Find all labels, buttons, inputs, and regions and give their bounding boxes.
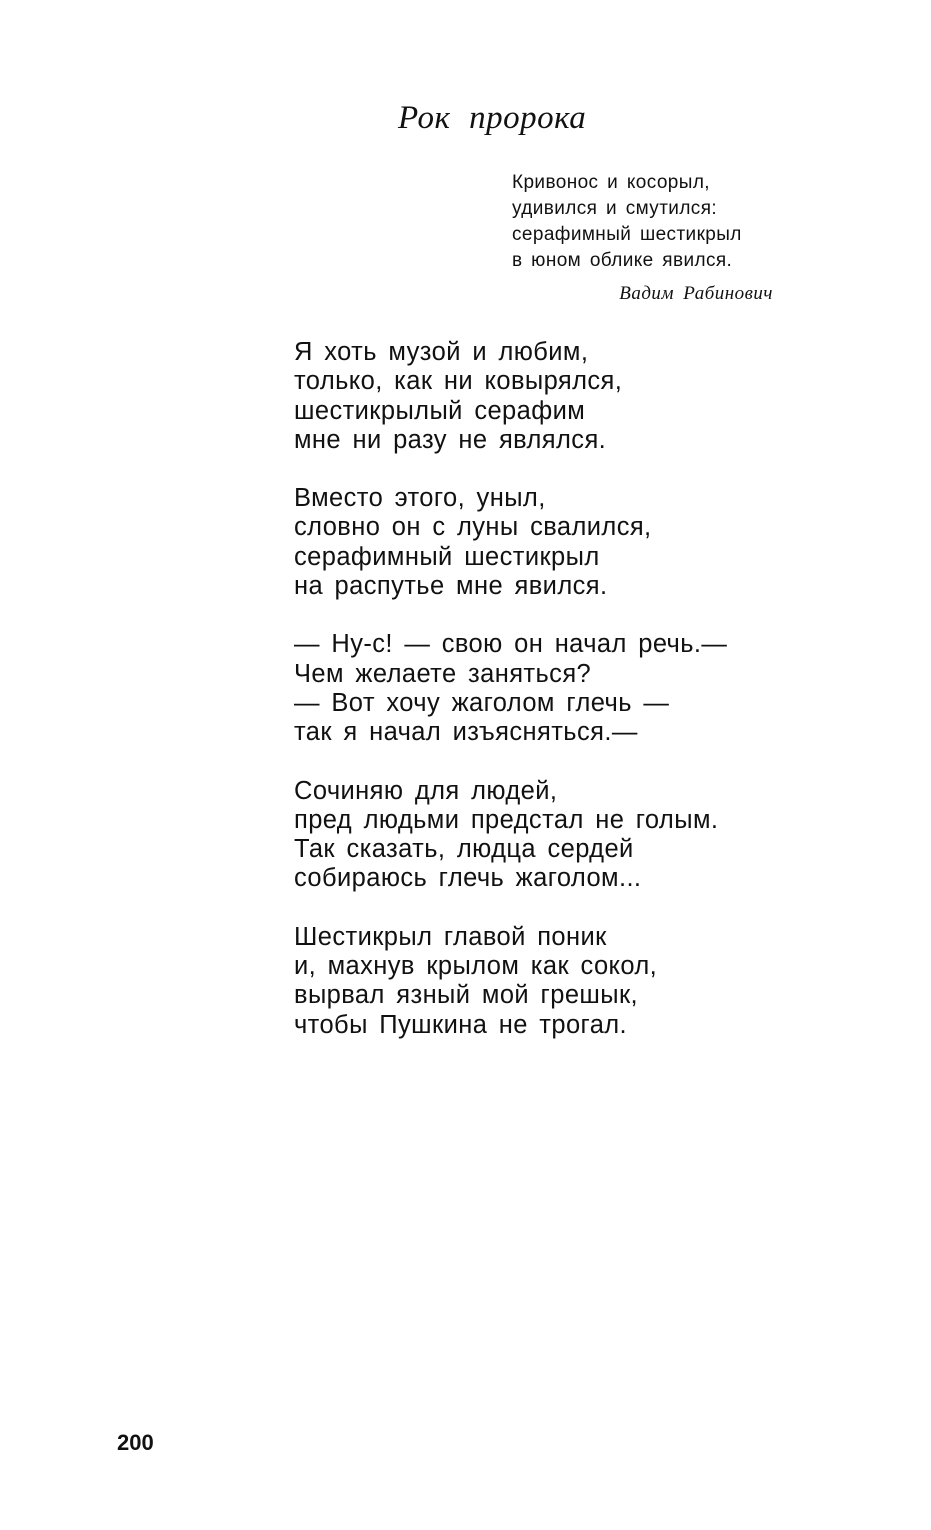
poem-line: словно он с луны свалился, [294, 513, 652, 542]
poem-line: Шестикрыл главой поник [294, 922, 607, 951]
epigraph-line: в юном облике явился. [512, 250, 733, 271]
poem-line: Чем желаете заняться? [294, 659, 592, 688]
poem-line: — Ну-с! — свою он начал речь.— [294, 630, 728, 659]
epigraph-line: серафимный шестикрыл [512, 224, 742, 245]
poem-line: шестикрылый серафим [294, 396, 586, 425]
poem-line: пред людьми предстал не голым. [294, 805, 719, 834]
epigraph-line: Кривонос и косорыл, [512, 172, 710, 193]
poem-line: — Вот хочу жаголом глечь — [294, 688, 670, 717]
stanza [294, 338, 727, 455]
poem-line: Вместо этого, уныл, [294, 484, 546, 513]
epigraph-author: Вадим Рабинович [619, 283, 773, 304]
poem-line: мне ни разу не являлся. [294, 425, 607, 454]
poem-title: Рок пророка [398, 100, 587, 136]
poem-line: и, махнув крылом как сокол, [294, 952, 658, 981]
poem-line: так я начал изъясняться.— [294, 718, 638, 747]
stanza [294, 630, 727, 747]
stanza [294, 484, 727, 601]
poem-body [294, 338, 727, 1069]
poem-line: только, как ни ковырялся, [294, 367, 623, 396]
stanza [294, 777, 727, 894]
page-number: 200 [117, 1430, 154, 1455]
poem-line: вырвал язный мой грешык, [294, 981, 639, 1010]
poem-line: Я хоть музой и любим, [294, 338, 589, 366]
stanza [294, 923, 727, 1040]
poem-line: Сочиняю для людей, [294, 776, 558, 805]
epigraph [512, 170, 742, 274]
epigraph-line: удивился и смутился: [512, 198, 718, 219]
poem-line: на распутье мне явился. [294, 572, 608, 601]
poem-line: Так сказать, людца сердей [294, 835, 634, 864]
poem-line: собираюсь глечь жаголом... [294, 864, 642, 893]
poem-line: серафимный шестикрыл [294, 542, 600, 571]
poem-line: чтобы Пушкина не трогал. [294, 1010, 628, 1039]
